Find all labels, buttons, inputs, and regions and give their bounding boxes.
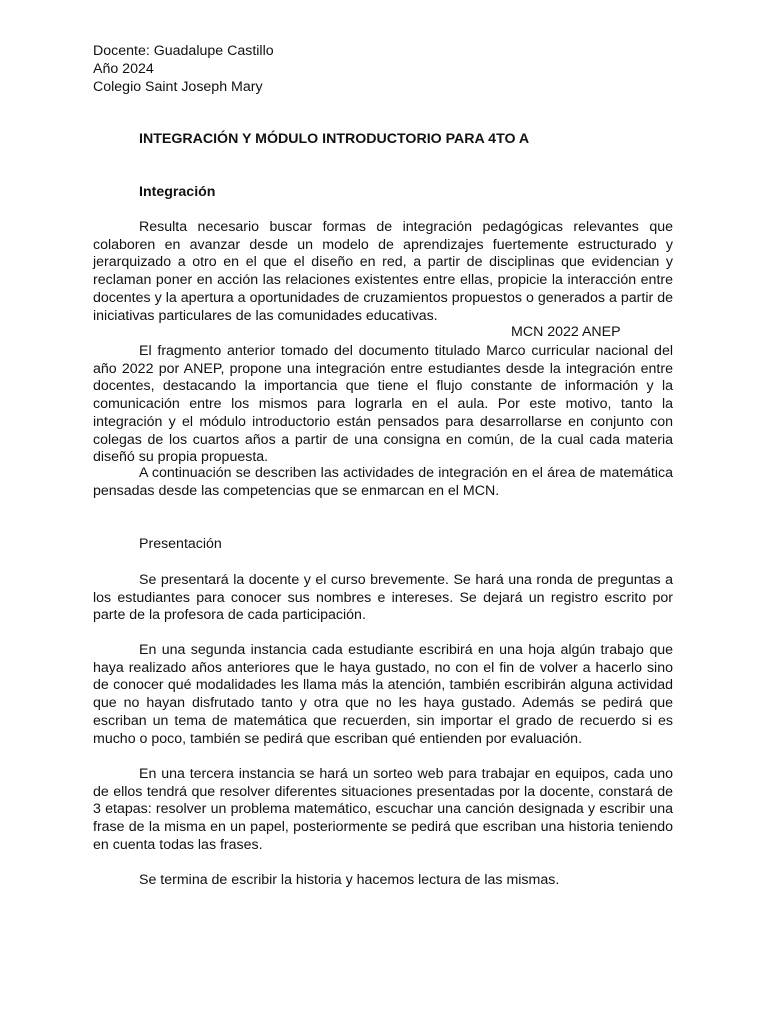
school-year: Año 2024 [93,61,154,77]
presentation-paragraph-4: Se termina de escribir la historia y hacemos lectura de las mismas. [139,872,560,888]
section-heading-integracion: Integración [139,184,216,200]
presentation-paragraph-2: En una segunda instancia cada estudiante escribirá en una hoja algún trabajo que haya realizado años anteriores que le haya gustado, no con el fin de volver a hacerlo sino de conocer qué modalidades les llama más la atención, también escribirán alguna actividad que no hayan disfrutado tanto y otra que no les haya gustado. Además se pedirá que escriban un tema de matemática que recuerden, sin importar el grado de recuerdo si es mucho o poco, también se pedirá que escriban qué entienden por evaluación. [93,642,673,747]
quote-paragraph: Resulta necesario buscar formas de integración pedagógicas relevantes que colaboren en avanzar desde un modelo de aprendizajes fuertemente estructurado y jerarquizado a otro en el que el diseño en red, a partir de disciplinas que evidencian y reclaman poner en acción las relaciones existentes entre ellas, propicie la interacción entre docentes y la apertura a oportunidades de cruzamientos propuestos o generados a partir de iniciativas particulares de las comunidades educativas. [93,219,673,324]
school-name: Colegio Saint Joseph Mary [93,79,263,95]
quote-citation: MCN 2022 ANEP [511,324,621,340]
section-heading-presentacion: Presentación [139,536,222,552]
document-title: INTEGRACIÓN Y MÓDULO INTRODUCTORIO PARA 4TO A [139,131,530,147]
teacher-name: Docente: Guadalupe Castillo [93,43,274,59]
presentation-paragraph-3: En una tercera instancia se hará un sorteo web para trabajar en equipos, cada uno de ellos tendrá que resolver diferentes situaciones presentadas por la docente, constará de 3 etapas: resolver un problema matemático, escuchar una canción designada y escribir una frase de la misma en un papel, posteriormente se pedirá que escriban una historia teniendo en cuenta todas las frases. [93,766,673,853]
explanation-paragraph: El fragmento anterior tomado del documento titulado Marco curricular nacional del año 2022 por ANEP, propone una integración entre estudiantes desde la integración entre docentes, destacando la importancia que tiene el flujo constante de información y la comunicación entre los mismos para lograrla en el aula. Por este motivo, tanto la integración y el módulo introductorio están pensados para desarrollarse en conjunto con colegas de los cuartos años a partir de una consigna en común, de la cual cada materia diseñó su propia propuesta. [93,343,673,466]
presentation-paragraph-1: Se presentará la docente y el curso brevemente. Se hará una ronda de preguntas a los estudiantes para conocer sus nombres e intereses. Se dejará un registro escrito por parte de la profesora de cada participación. [93,572,673,624]
continuation-paragraph: A continuación se describen las actividades de integración en el área de matemática pensadas desde las competencias que se enmarcan en el MCN. [93,465,673,499]
